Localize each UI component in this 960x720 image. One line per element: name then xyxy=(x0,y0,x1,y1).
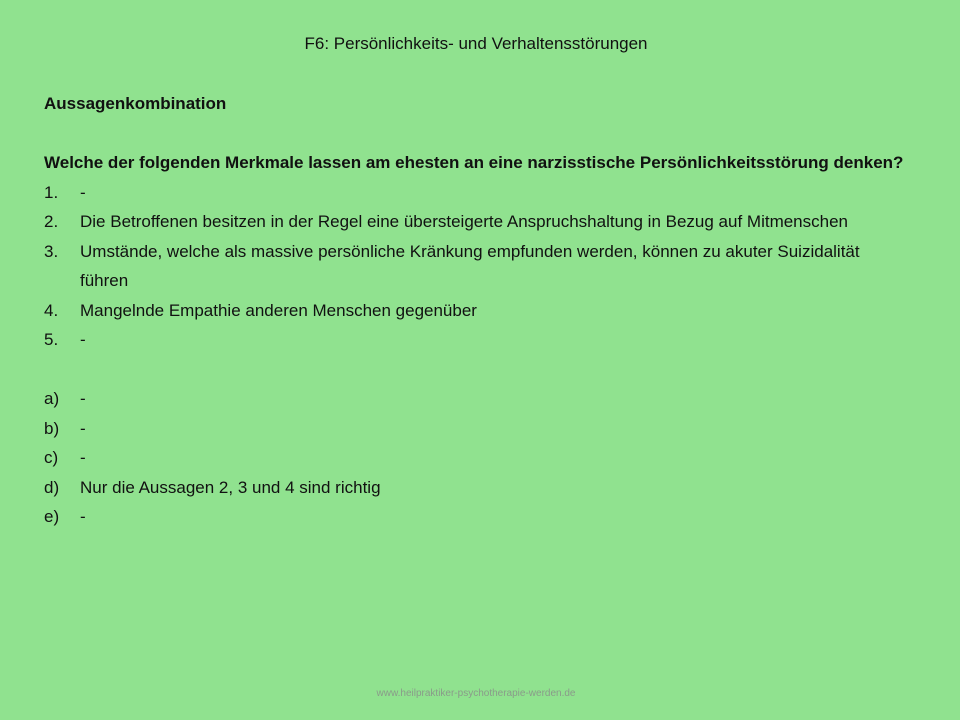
answer-item xyxy=(44,384,904,414)
spacer xyxy=(44,355,904,385)
spacer xyxy=(44,119,904,149)
answer-letter: e) xyxy=(44,507,60,526)
statement-item xyxy=(44,237,904,296)
slide-content xyxy=(44,89,904,532)
statement-item xyxy=(44,178,904,208)
answer-item xyxy=(44,414,904,444)
answer-text: - xyxy=(80,448,86,467)
slide-title: F6: Persönlichkeits- und Verhaltensstörungen xyxy=(304,34,648,53)
statement-text: - xyxy=(80,182,86,202)
statement-text: - xyxy=(80,330,86,349)
answer-list xyxy=(44,384,904,532)
statement-item xyxy=(44,296,904,326)
answer-text: Nur die Aussagen 2, 3 und 4 sind richtig xyxy=(80,477,381,497)
answer-text: - xyxy=(80,507,86,526)
statement-number: 5. xyxy=(44,330,59,349)
statement-number: 2. xyxy=(44,212,59,231)
subheading: Aussagenkombination xyxy=(44,94,227,113)
answer-letter: a) xyxy=(44,389,60,408)
question-text: Welche der folgenden Merkmale lassen am ehesten an eine narzisstische Persönlichkeitsstörung denken? xyxy=(44,153,904,172)
statement-text: Umstände, welche als massive persönliche Kränkung empfunden werden, können zu akuter Suizidalität führen xyxy=(80,241,860,290)
answer-item xyxy=(44,502,904,532)
statement-list xyxy=(44,178,904,355)
answer-text: - xyxy=(80,418,86,438)
answer-letter: d) xyxy=(44,477,60,497)
statement-text: Mangelnde Empathie anderen Menschen gegenüber xyxy=(80,300,477,320)
statement-text: Die Betroffenen besitzen in der Regel eine übersteigerte Anspruchshaltung in Bezug auf Mitmenschen xyxy=(80,212,848,231)
statement-item xyxy=(44,325,904,355)
answer-text: - xyxy=(80,389,86,408)
footer-url: www.heilpraktiker-psychotherapie-werden.de xyxy=(376,688,576,699)
answer-letter: b) xyxy=(44,418,60,438)
answer-letter: c) xyxy=(44,448,59,467)
answer-item xyxy=(44,473,904,503)
statement-number: 1. xyxy=(44,182,59,202)
statement-item xyxy=(44,207,904,237)
statement-number: 3. xyxy=(44,241,59,261)
statement-number: 4. xyxy=(44,300,59,320)
answer-item xyxy=(44,443,904,473)
